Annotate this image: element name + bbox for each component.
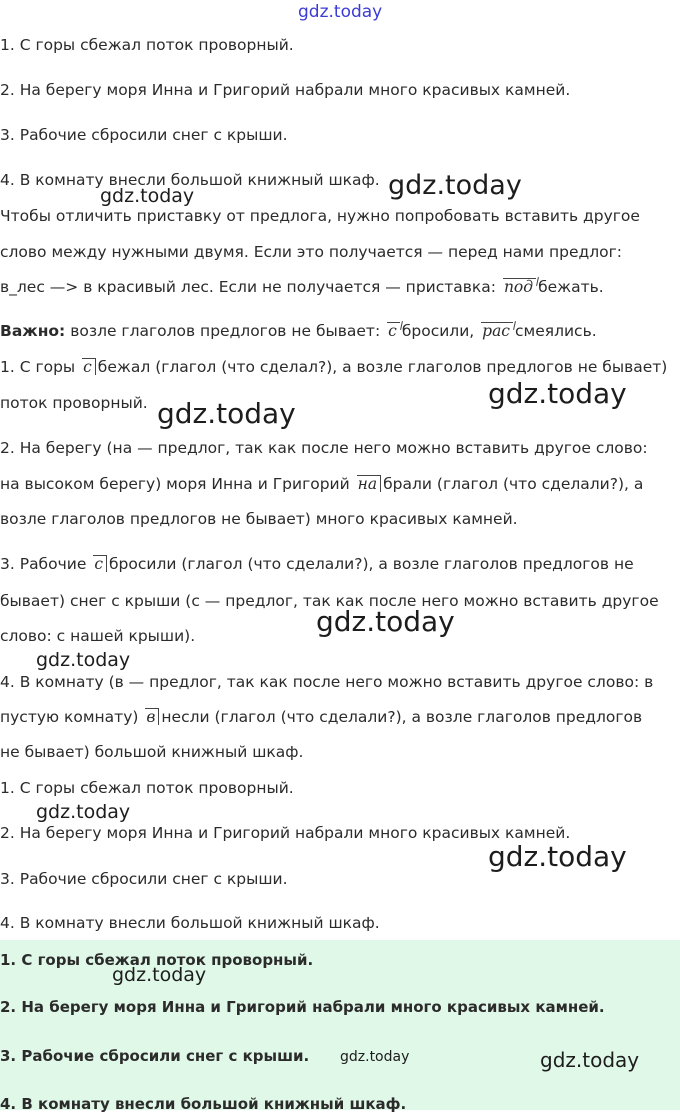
prefix-mark: с xyxy=(387,322,400,339)
sentence-2: 2. На берегу моря Инна и Григорий набрали много красивых камней. xyxy=(0,81,571,99)
analysis-2-line-2: на высоком берегу) моря Инна и Григорий на брали (глагол (что сделали?), а xyxy=(0,475,644,493)
sentence-3: 3. Рабочие сбросили снег с крыши. xyxy=(0,126,288,144)
analysis-3-line-3: слово: с нашей крыши). xyxy=(0,627,196,645)
prefix-mark: на xyxy=(357,475,381,492)
important-text: возле глаголов предлогов не бывает: xyxy=(70,322,381,340)
rule-line-3-text: в_лес —> в красивый лес. Если не получается — приставка: xyxy=(0,278,496,296)
sentence-3: 3. Рабочие сбросили снег с крыши. xyxy=(0,870,288,888)
watermark: gdz.today xyxy=(388,170,522,201)
sentence-4: 4. В комнату внесли большой книжный шкаф. xyxy=(0,1095,407,1113)
sentence-4: 4. В комнату внесли большой книжный шкаф. xyxy=(0,171,380,189)
analysis-2-line-3: возле глаголов предлогов не бывает) много красивых камней. xyxy=(0,510,518,528)
watermark: gdz.today xyxy=(488,377,627,410)
watermark: gdz.today xyxy=(157,397,296,430)
analysis-4-line-3: не бывает) большой книжный шкаф. xyxy=(0,743,304,761)
sentence-2: 2. На берегу моря Инна и Григорий набрали много красивых камней. xyxy=(0,824,571,842)
prefix-mark: с xyxy=(93,555,107,572)
sentence-2: 2. На берегу моря Инна и Григорий набрали много красивых камней. xyxy=(0,998,605,1016)
watermark: gdz.today xyxy=(340,1049,410,1065)
example-word: бросили, xyxy=(401,322,475,340)
analysis-1-line-2: поток проворный. xyxy=(0,394,148,412)
analysis-4-line-2: пустую комнату) в несли (глагол (что сделали?), а возле глаголов предлогов xyxy=(0,708,643,726)
watermark: gdz.today xyxy=(36,649,131,671)
prefix-mark: в xyxy=(145,708,159,725)
sentence-3: 3. Рабочие сбросили снег с крыши. xyxy=(0,1047,310,1065)
sentence-1: 1. С горы сбежал поток проворный. xyxy=(0,36,294,54)
analysis-3-line-2: бывает) снег с крыши (с — предлог, так как после него можно вставить другое xyxy=(0,592,659,610)
rule-line-2: слово между нужными двумя. Если это получается — перед нами предлог: xyxy=(0,243,622,261)
rule-line-3-rest: бежать. xyxy=(538,278,604,296)
watermark: gdz.today xyxy=(316,605,455,638)
important-label: Важно: xyxy=(0,322,66,340)
important-note xyxy=(0,321,597,341)
rule-line-3 xyxy=(0,277,604,297)
analysis-3-line-1: 3. Рабочие с бросили (глагол (что сделали?), а возле глаголов предлогов не xyxy=(0,555,634,573)
site-link[interactable]: gdz.today xyxy=(298,2,383,22)
analysis-4-line-1: 4. В комнату (в — предлог, так как после него можно вставить другое слово: в xyxy=(0,673,654,691)
watermark: gdz.today xyxy=(112,964,207,986)
prefix-mark: с xyxy=(82,358,96,375)
analysis-1-line-1: 1. С горы с бежал (глагол (что сделал?), а возле глаголов предлогов не бывает) xyxy=(0,358,668,376)
sentence-4: 4. В комнату внесли большой книжный шкаф. xyxy=(0,914,380,932)
prefix-mark: под xyxy=(503,278,536,295)
sentence-1: 1. С горы сбежал поток проворный. xyxy=(0,951,314,969)
rule-line-1: Чтобы отличить приставку от предлога, нужно попробовать вставить другое xyxy=(0,207,640,225)
watermark: gdz.today xyxy=(36,801,131,823)
sentence-1: 1. С горы сбежал поток проворный. xyxy=(0,779,294,797)
watermark: gdz.today xyxy=(540,1048,640,1072)
analysis-2-line-1: 2. На берегу (на — предлог, так как после него можно вставить другое слово: xyxy=(0,439,648,457)
example-word: смеялись. xyxy=(515,322,597,340)
watermark: gdz.today xyxy=(100,185,195,207)
prefix-mark: рас xyxy=(481,322,513,339)
watermark: gdz.today xyxy=(488,840,627,873)
